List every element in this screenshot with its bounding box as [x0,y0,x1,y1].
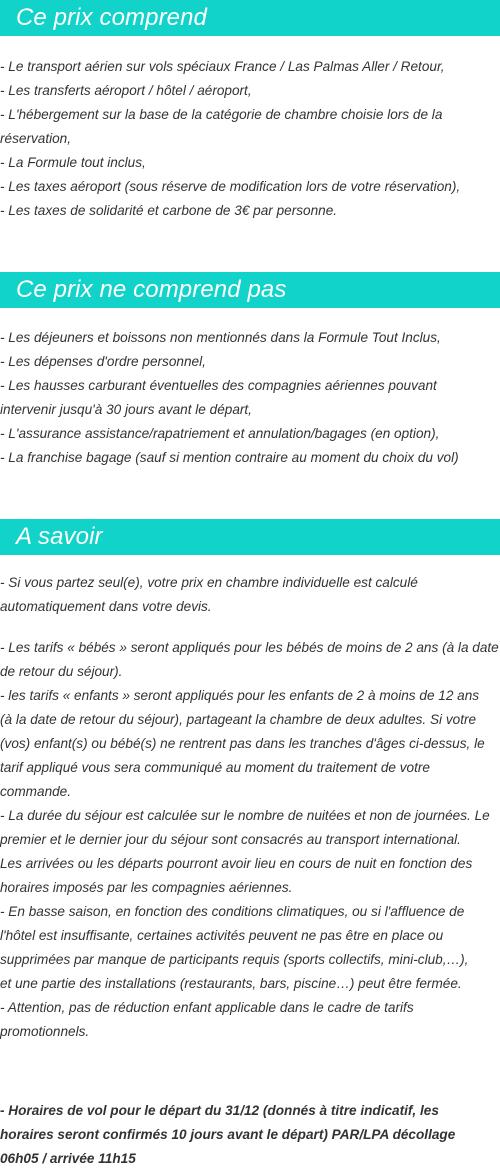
list-item: intervenir jusqu'à 30 jours avant le départ, [0,402,252,417]
paragraph-line: tarif appliqué vous sera communiqué au moment du traitement de votre [0,760,430,775]
list-item: - La franchise bagage (sauf si mention contraire au moment du choix du vol) [0,450,459,465]
section-header-to-know [0,519,500,555]
list-item: - L'hébergement sur la base de la catégorie de chambre choisie lors de la [0,107,443,122]
paragraph-line: - En basse saison, en fonction des conditions climatiques, ou si l'affluence de [0,904,465,919]
list-item: - Les taxes aéroport (sous réserve de modification lors de votre réservation), [0,179,461,194]
section-price-includes [0,0,500,218]
list-item: - L'assurance assistance/rapatriement et annulation/bagages (en option), [0,426,440,441]
list-item: - Les déjeuners et boissons non mentionnés dans la Formule Tout Inclus, [0,330,441,345]
list-item: - Les hausses carburant éventuelles des compagnies aériennes pouvant [0,378,437,393]
to-know-paragraph-1 [0,571,418,619]
paragraph-line: supprimées par manque de participants requis (sports collectifs, mini-club,…), [0,952,469,967]
paragraph-line: (à la date de retour du séjour), partageant la chambre de deux adultes. Si votre [0,712,477,727]
list-item: - Les transferts aéroport / hôtel / aéroport, [0,83,252,98]
paragraph-line: (vos) enfant(s) ou bébé(s) ne rentrent pas dans les tranches d'âges ci-dessus, le [0,736,485,751]
paragraph-line: - La durée du séjour est calculée sur le nombre de nuitées et non de journées. Le [0,808,490,823]
list-item: - Les taxes de solidarité et carbone de 3€ par personne. [0,203,338,218]
section-header-excludes [0,272,500,308]
paragraph-line: et une partie des installations (restaurants, bars, piscine…) peut être fermée. [0,976,462,991]
section-header-includes [0,0,500,36]
flight-schedule-note [0,1099,455,1171]
list-item: - La Formule tout inclus, [0,155,146,170]
section-title-to-know: A savoir [16,523,103,550]
paragraph-line: - Les tarifs « bébés » seront appliqués pour les bébés de moins de 2 ans (à la date [0,640,499,655]
paragraph-line: de retour du séjour). [0,664,123,679]
excludes-list [0,326,459,470]
paragraph-line: 06h05 / arrivée 11h15 [0,1151,136,1166]
paragraph-line: - Horaires de vol pour le départ du 31/12 (donnés à titre indicatif, les [0,1103,439,1118]
paragraph-line: - les tarifs « enfants » seront appliqués pour les enfants de 2 à moins de 12 ans [0,688,480,703]
paragraph-line: automatiquement dans votre devis. [0,599,212,614]
paragraph-line: Les arrivées ou les départs pourront avoir lieu en cours de nuit en fonction des [0,856,473,871]
list-item: - Le transport aérien sur vols spéciaux France / Las Palmas Aller / Retour, [0,59,445,74]
includes-list [0,55,460,223]
section-to-know [0,519,500,1166]
paragraph-line: l'hôtel est insuffisante, certaines activités peuvent ne pas être en place ou [0,928,444,943]
section-title-excludes: Ce prix ne comprend pas [16,276,287,303]
paragraph-line: - Attention, pas de réduction enfant applicable dans le cadre de tarifs [0,1000,414,1015]
paragraph-line: commande. [0,784,72,799]
to-know-paragraph-2 [0,636,499,1044]
paragraph-line: horaires imposés par les compagnies aériennes. [0,880,293,895]
paragraph-line: - Si vous partez seul(e), votre prix en chambre individuelle est calculé [0,575,418,590]
list-item: - Les dépenses d'ordre personnel, [0,354,206,369]
paragraph-line: promotionnels. [0,1024,90,1039]
list-item: réservation, [0,131,72,146]
paragraph-line: horaires seront confirmés 10 jours avant le départ) PAR/LPA décollage [0,1127,456,1142]
paragraph-line: premier et le dernier jour du séjour sont consacrés au transport international. [0,832,461,847]
section-title-includes: Ce prix comprend [16,4,208,31]
section-price-excludes [0,272,500,465]
